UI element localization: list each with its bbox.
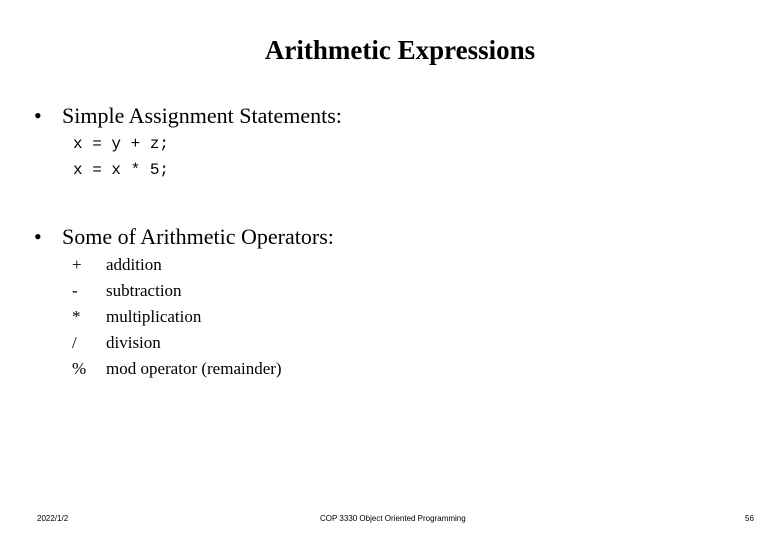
- operator-row-addition: [72, 254, 162, 276]
- operator-name: multiplication: [106, 307, 202, 326]
- footer-page-number: 56: [745, 514, 754, 523]
- operator-row-division: [72, 332, 161, 354]
- operator-symbol: +: [72, 255, 82, 274]
- slide-title: Arithmetic Expressions: [264, 35, 536, 65]
- code-line: x = y + z;: [73, 135, 170, 153]
- operator-row-multiplication: [72, 306, 201, 328]
- footer-date: 2022/1/2: [37, 514, 69, 523]
- operator-name: subtraction: [106, 281, 182, 300]
- operator-name: division: [106, 333, 161, 352]
- operator-symbol: *: [72, 307, 81, 326]
- operator-name: mod operator (remainder): [106, 359, 282, 378]
- operator-symbol: /: [72, 333, 77, 352]
- bullet-marker: •: [34, 103, 42, 128]
- operator-row-modulo: [72, 358, 282, 380]
- operator-symbol: -: [72, 281, 78, 300]
- operator-symbol: %: [72, 359, 87, 378]
- bullet-text: Simple Assignment Statements:: [62, 103, 342, 128]
- operator-name: addition: [106, 255, 162, 274]
- operator-row-subtraction: [72, 280, 182, 302]
- bullet-arithmetic-operators: [34, 222, 334, 252]
- bullet-assignment-statements: [34, 101, 342, 131]
- bullet-text: Some of Arithmetic Operators:: [62, 224, 334, 249]
- bullet-marker: •: [34, 224, 42, 249]
- footer-course-title: COP 3330 Object Oriented Programming: [320, 514, 466, 523]
- code-line: x = x * 5;: [73, 161, 170, 179]
